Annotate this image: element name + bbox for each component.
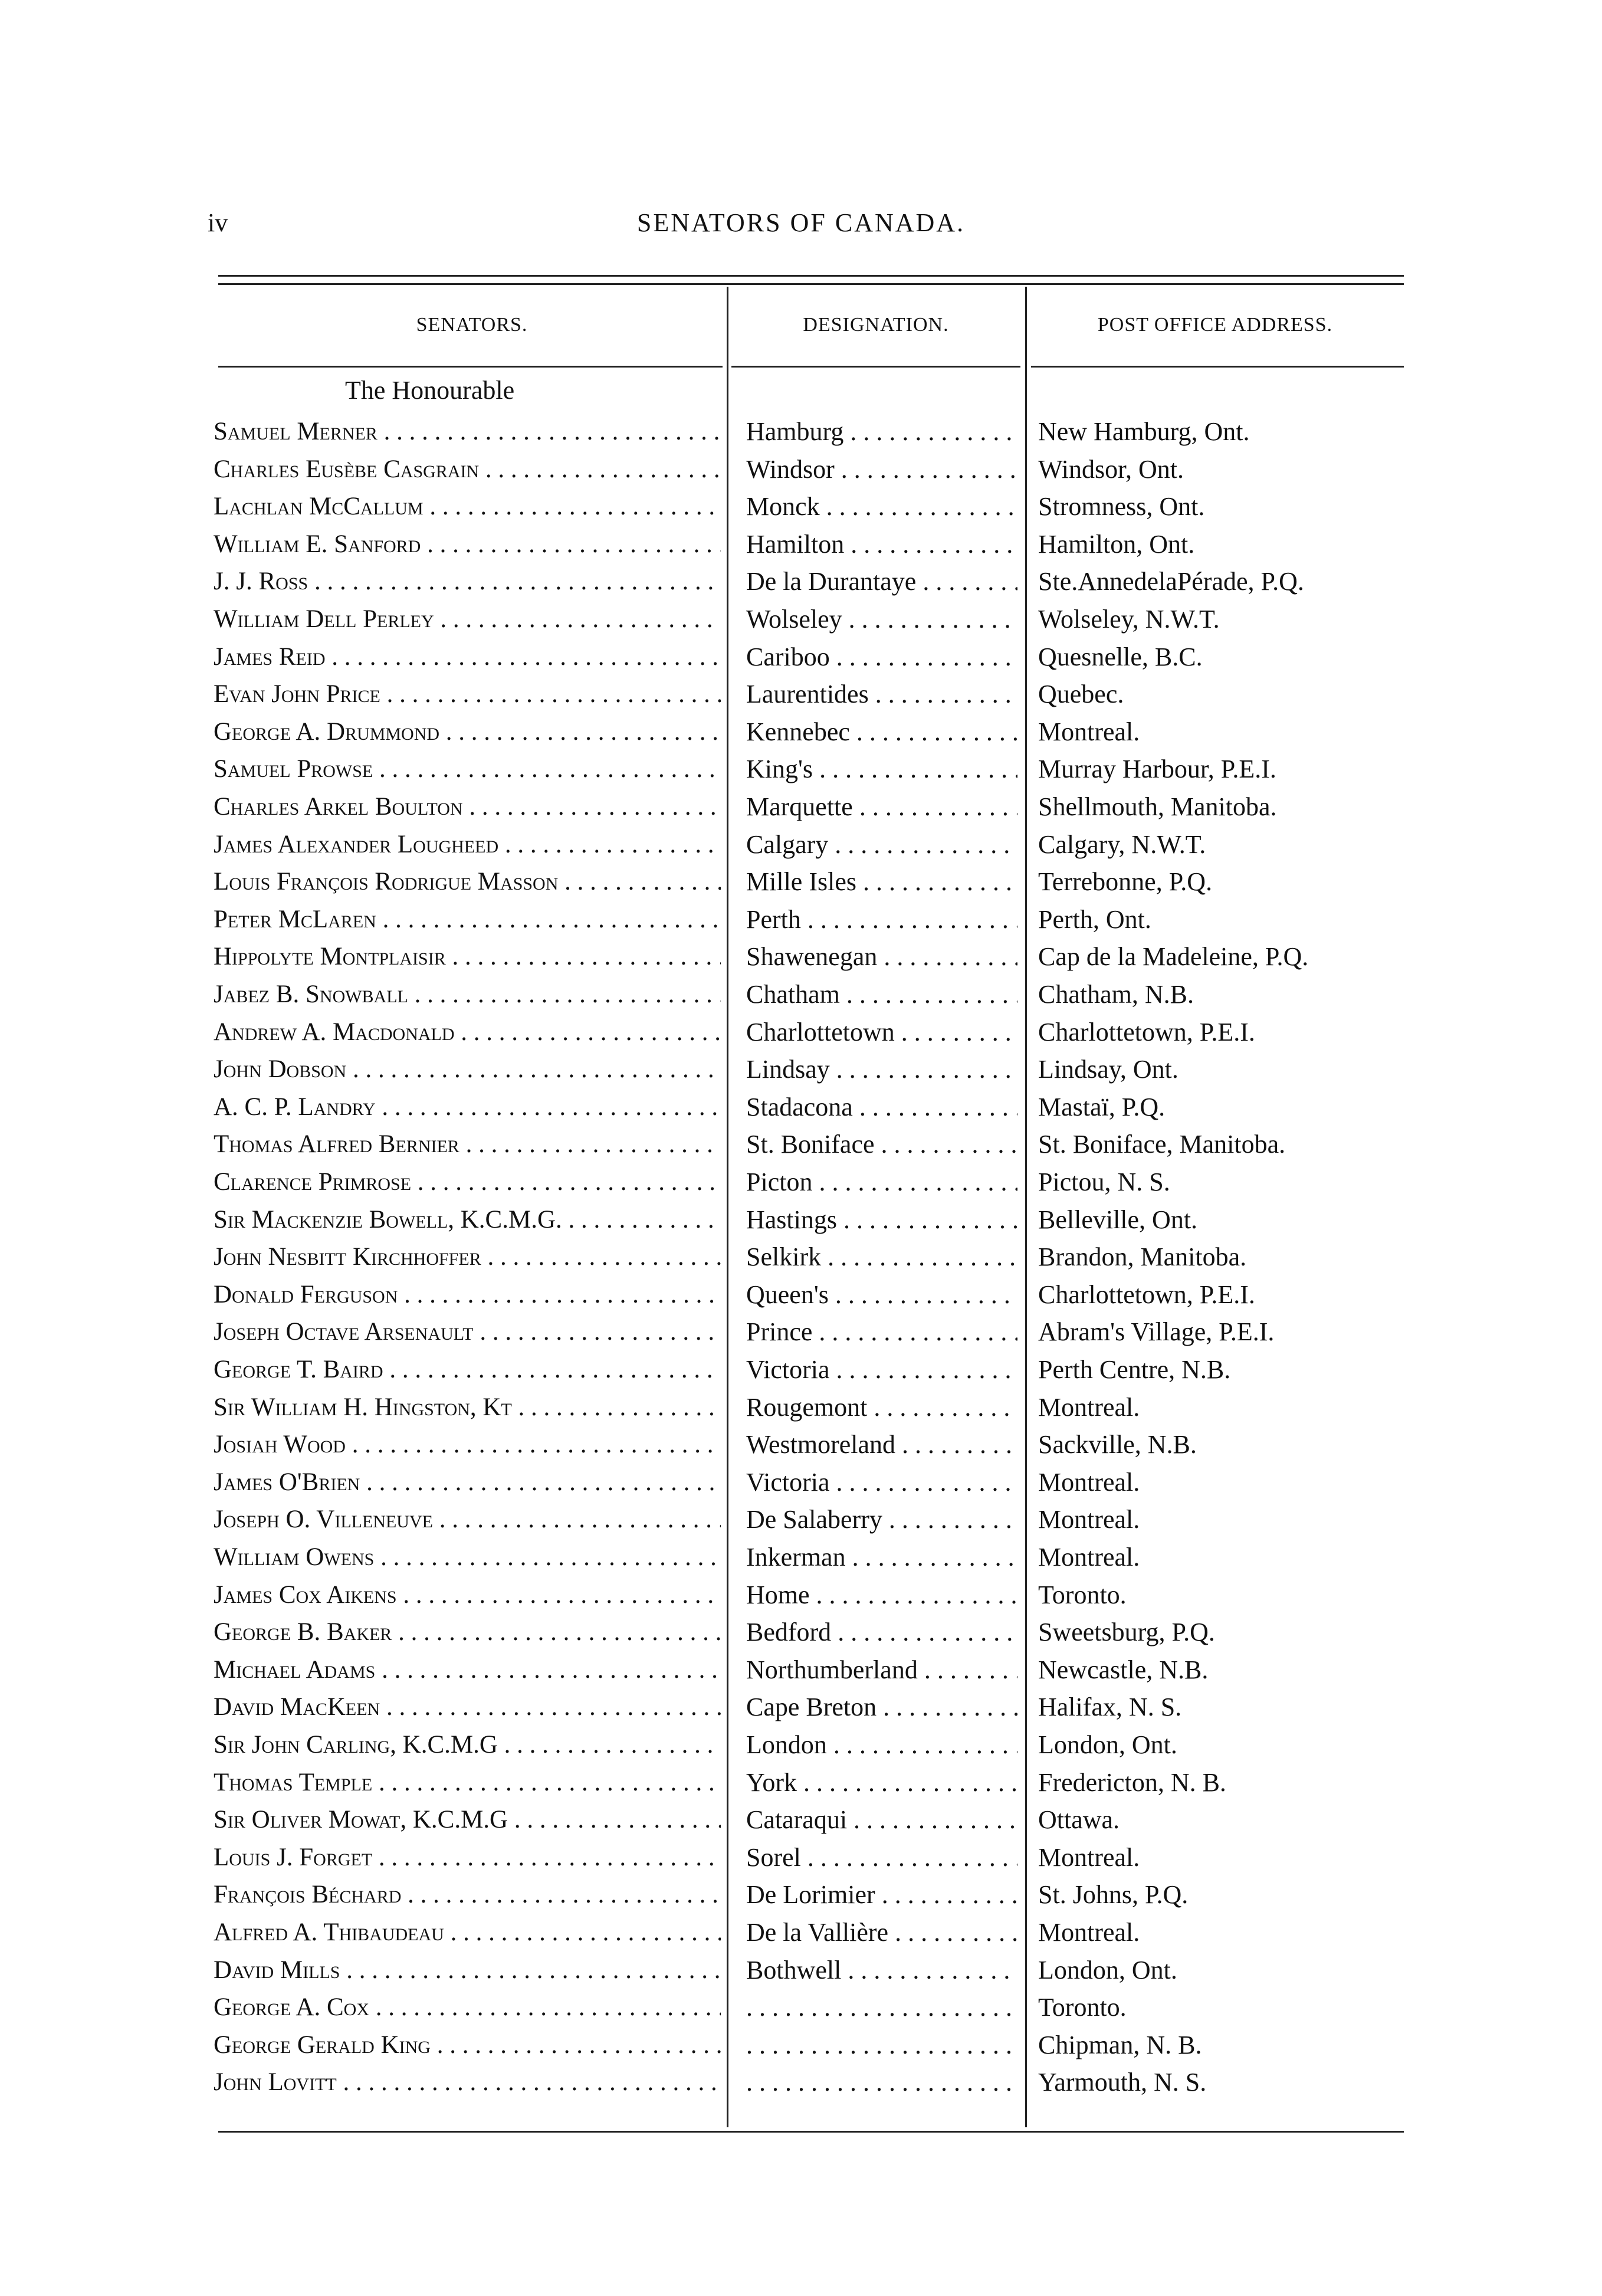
post-office-address: Montreal. [1038,1505,1140,1534]
senator-name: James Alexander Lougheed . . . [214,826,721,864]
designation: Windsor . . . [746,451,1017,488]
column-header-senators: SENATORS. [416,314,528,336]
post-office-address: Terrebonne, P.Q. [1038,867,1213,896]
senator-name: Joseph Octave Arsenault . . . [214,1313,721,1351]
senator-name: George B. Baker . . . [214,1613,721,1651]
senator-name: William Dell Perley . . . [214,601,721,638]
post-office-address: Perth, Ont. [1038,905,1151,934]
post-office-address: Fredericton, N. B. [1038,1768,1226,1797]
designation: Cariboo . . . [746,638,1017,676]
post-office-address: New Hamburg, Ont. [1038,417,1250,446]
designation: Kennebec . . . [746,713,1017,751]
designation: Cataraqui . . . [746,1801,1017,1839]
designation: Shawenegan . . . [746,938,1017,976]
designation: Inkerman . . . [746,1539,1017,1576]
post-office-address: Abram's Village, P.E.I. [1038,1317,1275,1346]
senator-name: Alfred A. Thibaudeau . . . [214,1914,721,1951]
post-office-address: Montreal. [1038,717,1140,746]
top-rule-1 [218,275,1404,277]
senator-name: Thomas Temple . . . [214,1764,721,1802]
senator-name: Donald Ferguson . . . [214,1276,721,1314]
senator-name: Samuel Merner . . . [214,413,721,451]
post-office-address: Perth Centre, N.B. [1038,1355,1231,1384]
senator-name: James Cox Aikens . . . [214,1576,721,1614]
senator-name: A. C. P. Landry . . . [214,1088,721,1126]
page-number: iv [208,208,228,237]
post-office-address: Montreal. [1038,1468,1140,1497]
post-office-address: Chatham, N.B. [1038,980,1194,1009]
senator-name: Thomas Alfred Bernier . . . [214,1126,721,1163]
designation: De Lorimier . . . [746,1876,1017,1914]
designation: Westmoreland . . . [746,1426,1017,1464]
post-office-address: Ste.AnnedelaPérade, P.Q. [1038,567,1304,596]
column-divider-1 [727,287,728,2127]
senator-name: François Béchard . . . [214,1876,721,1914]
senator-name: Joseph O. Villeneuve . . . [214,1501,721,1539]
designation: Queen's . . . [746,1276,1017,1314]
top-rule-2 [218,283,1404,285]
senator-name: John Lovitt . . . [214,2064,721,2101]
designation: Northumberland . . . [746,1651,1017,1689]
senator-name: David MacKeen . . . [214,1688,721,1726]
post-office-address: Toronto. [1038,1580,1127,1609]
bottom-rule [218,2131,1404,2133]
designation [746,1989,1017,2026]
senator-name: George T. Baird . . . [214,1351,721,1389]
senator-name: Peter McLaren . . . [214,901,721,939]
post-office-address: Lindsay, Ont. [1038,1055,1178,1084]
designation: Picton . . . [746,1163,1017,1201]
senator-name: George A. Cox . . . [214,1989,721,2026]
column-header-designation: DESIGNATION. [803,314,949,336]
post-office-address: Cap de la Madeleine, P.Q. [1038,942,1309,971]
designation: Charlottetown . . . [746,1013,1017,1051]
designation: Stadacona . . . [746,1088,1017,1126]
post-office-address: Yarmouth, N. S. [1038,2068,1207,2097]
designation: Cape Breton . . . [746,1688,1017,1726]
post-office-address: Quebec. [1038,680,1124,709]
post-office-address: Sweetsburg, P.Q. [1038,1618,1215,1646]
senator-name: John Dobson . . . [214,1051,721,1088]
designation: Rougemont . . . [746,1389,1017,1426]
designation: Hamilton . . . [746,526,1017,563]
designation: Marquette . . . [746,788,1017,826]
post-office-address: Sackville, N.B. [1038,1430,1197,1459]
senator-name: Lachlan McCallum . . . [214,488,721,526]
designation: Laurentides . . . [746,675,1017,713]
senator-name: John Nesbitt Kirchhoffer . . . [214,1238,721,1276]
senator-name: George Gerald King . . . [214,2026,721,2064]
senator-name: Michael Adams . . . [214,1651,721,1689]
post-office-address: Charlottetown, P.E.I. [1038,1280,1255,1309]
senator-name: Evan John Price . . . [214,675,721,713]
senator-name: J. J. Ross . . . [214,563,721,601]
designation: Perth . . . [746,901,1017,939]
post-office-address: Hamilton, Ont. [1038,530,1195,559]
designation: Mille Isles . . . [746,863,1017,901]
post-office-address: Montreal. [1038,1918,1140,1947]
post-office-address: Murray Harbour, P.E.I. [1038,755,1276,783]
header-underline-senators [218,366,723,368]
post-office-address: Stromness, Ont. [1038,492,1205,521]
senator-name: Louis J. Forget . . . [214,1839,721,1877]
senator-name: Josiah Wood . . . [214,1426,721,1464]
senator-name: Hippolyte Montplaisir . . . [214,938,721,976]
senator-name: William Owens . . . [214,1539,721,1576]
post-office-address: Quesnelle, B.C. [1038,642,1203,671]
post-office-address: Montreal. [1038,1843,1140,1872]
post-office-address: Mastaï, P.Q. [1038,1093,1166,1121]
designation: St. Boniface . . . [746,1126,1017,1163]
post-office-address: Montreal. [1038,1543,1140,1572]
designation: Hastings . . . [746,1201,1017,1239]
post-office-address: Pictou, N. S. [1038,1167,1170,1196]
designation: Selkirk . . . [746,1238,1017,1276]
post-office-address: Halifax, N. S. [1038,1693,1182,1721]
post-office-address: Charlottetown, P.E.I. [1038,1018,1255,1047]
senator-name: Jabez B. Snowball . . . [214,976,721,1013]
senator-name: Sir Oliver Mowat, K.C.M.G . . . [214,1801,721,1839]
designation: London . . . [746,1726,1017,1764]
running-title: SENATORS OF CANADA. [636,208,966,237]
designation: Victoria . . . [746,1351,1017,1389]
designation: Sorel . . . [746,1839,1017,1877]
senator-name: Clarence Primrose . . . [214,1163,721,1201]
senator-name: Sir Mackenzie Bowell, K.C.M.G. . . . [214,1201,721,1239]
post-office-address: Calgary, N.W.T. [1038,830,1206,859]
designation [746,2026,1017,2064]
column-header-address: POST OFFICE ADDRESS. [1097,314,1333,336]
post-office-address: St. Johns, P.Q. [1038,1880,1189,1909]
post-office-address: Belleville, Ont. [1038,1205,1198,1234]
senator-name: George A. Drummond . . . [214,713,721,751]
post-office-address: Ottawa. [1038,1805,1120,1834]
designation: Chatham . . . [746,976,1017,1013]
column-divider-2 [1025,287,1027,2127]
designation: De Salaberry . . . [746,1501,1017,1539]
senator-name: James O'Brien . . . [214,1464,721,1501]
designation [746,2064,1017,2101]
designation: Bedford . . . [746,1613,1017,1651]
header-underline-designation [731,366,1020,368]
senator-name: Sir William H. Hingston, Kt . . . [214,1389,721,1426]
designation: Lindsay . . . [746,1051,1017,1088]
designation: Prince . . . [746,1313,1017,1351]
post-office-address: Montreal. [1038,1393,1140,1422]
designation: Wolseley . . . [746,601,1017,638]
header-underline-address [1031,366,1404,368]
table-subheading: The Honourable [345,376,515,405]
designation: York . . . [746,1764,1017,1802]
designation: Victoria . . . [746,1464,1017,1501]
designation: Calgary . . . [746,826,1017,864]
post-office-address: Brandon, Manitoba. [1038,1242,1247,1271]
senator-name: William E. Sanford . . . [214,526,721,563]
designation: Monck . . . [746,488,1017,526]
post-office-address: Wolseley, N.W.T. [1038,605,1220,634]
senator-name: Andrew A. Macdonald . . . [214,1013,721,1051]
designation: King's . . . [746,750,1017,788]
senator-name: James Reid . . . [214,638,721,676]
post-office-address: Shellmouth, Manitoba. [1038,792,1277,821]
designation: Hamburg . . . [746,413,1017,451]
designation: Home . . . [746,1576,1017,1614]
senator-name: Charles Eusèbe Casgrain . . . [214,451,721,488]
senator-name: Sir John Carling, K.C.M.G . . . [214,1726,721,1764]
senator-name: Louis François Rodrigue Masson . . . [214,863,721,901]
post-office-address: Newcastle, N.B. [1038,1655,1209,1684]
post-office-address: London, Ont. [1038,1956,1177,1985]
post-office-address: Windsor, Ont. [1038,455,1184,484]
senator-name: Charles Arkel Boulton . . . [214,788,721,826]
senator-name: Samuel Prowse . . . [214,750,721,788]
senator-name: David Mills . . . [214,1951,721,1989]
post-office-address: Toronto. [1038,1993,1127,2022]
designation: De la Vallière . . . [746,1914,1017,1951]
post-office-address: London, Ont. [1038,1730,1177,1759]
post-office-address: Chipman, N. B. [1038,2031,1202,2059]
designation: De la Durantaye . . . [746,563,1017,601]
post-office-address: St. Boniface, Manitoba. [1038,1130,1286,1159]
designation: Bothwell . . . [746,1951,1017,1989]
